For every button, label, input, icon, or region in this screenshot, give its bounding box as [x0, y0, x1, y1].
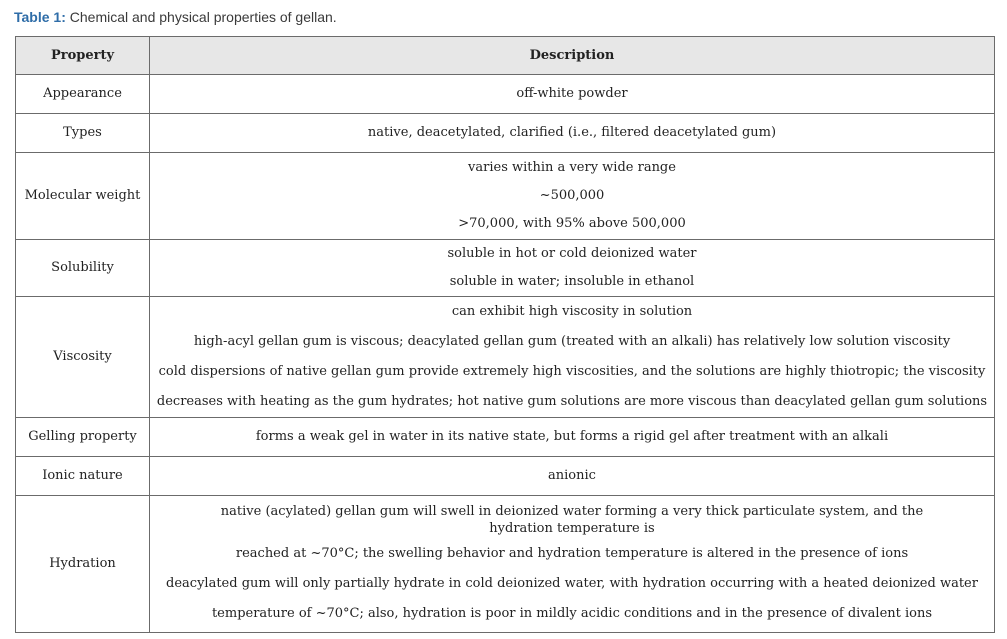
description-line: high-acyl gellan gum is viscous; deacylated gellan gum (treated with an alkali) has relatively low solution viscosity — [193, 334, 951, 349]
property-cell: Appearance — [16, 75, 150, 114]
description-line: native (acylated) gellan gum will swell in deionized water forming a very thick particulate system, and the hydration temperature is — [220, 504, 924, 536]
description-cell — [150, 114, 995, 153]
table-caption — [14, 9, 337, 25]
table-row — [16, 114, 995, 153]
table-row — [16, 418, 995, 457]
header-property: Property — [16, 37, 150, 75]
description-cell — [150, 240, 995, 297]
description-cell — [150, 75, 995, 114]
description-line: deacylated gum will only partially hydrate in cold deionized water, with hydration occurring with a heated deionized water — [166, 576, 978, 591]
header-description: Description — [150, 37, 995, 75]
property-cell: Gelling property — [16, 418, 150, 457]
property-cell: Viscosity — [16, 297, 150, 418]
description-line: can exhibit high viscosity in solution — [451, 304, 693, 319]
property-cell: Ionic nature — [16, 457, 150, 496]
description-cell — [150, 496, 995, 633]
caption-text: Chemical and physical properties of gellan. — [65, 9, 337, 25]
gellan-properties-table — [15, 36, 995, 633]
description-line: decreases with heating as the gum hydrates; hot native gum solutions are more viscous than deacylated gellan gum solutions — [156, 394, 988, 409]
description-line: reached at ~70°C; the swelling behavior and hydration temperature is altered in the presence of ions — [235, 546, 909, 561]
header-row — [16, 37, 995, 75]
description-line: >70,000, with 95% above 500,000 — [458, 216, 686, 231]
description-line: off-white powder — [516, 86, 628, 101]
description-line: anionic — [548, 468, 596, 483]
table-row — [16, 153, 995, 240]
description-cell — [150, 297, 995, 418]
description-line: soluble in hot or cold deionized water — [447, 246, 697, 261]
property-cell: Types — [16, 114, 150, 153]
table-row — [16, 240, 995, 297]
description-line: ~500,000 — [539, 188, 605, 203]
property-cell: Molecular weight — [16, 153, 150, 240]
description-line: soluble in water; insoluble in ethanol — [449, 274, 695, 289]
table-row — [16, 457, 995, 496]
description-line: cold dispersions of native gellan gum provide extremely high viscosities, and the solutions are highly thiotropic; the viscosity — [158, 364, 986, 379]
description-line: varies within a very wide range — [468, 160, 676, 175]
property-cell: Solubility — [16, 240, 150, 297]
description-cell — [150, 418, 995, 457]
table-row — [16, 75, 995, 114]
description-line: temperature of ~70°C; also, hydration is poor in mildly acidic conditions and in the presence of divalent ions — [211, 606, 933, 621]
description-cell — [150, 457, 995, 496]
table-row — [16, 496, 995, 633]
description-line: native, deacetylated, clarified (i.e., filtered deacetylated gum) — [367, 125, 777, 140]
table-row — [16, 297, 995, 418]
description-line: forms a weak gel in water in its native state, but forms a rigid gel after treatment with an alkali — [255, 429, 889, 444]
description-cell — [150, 153, 995, 240]
caption-label: Table 1: — [14, 9, 66, 25]
property-cell: Hydration — [16, 496, 150, 633]
